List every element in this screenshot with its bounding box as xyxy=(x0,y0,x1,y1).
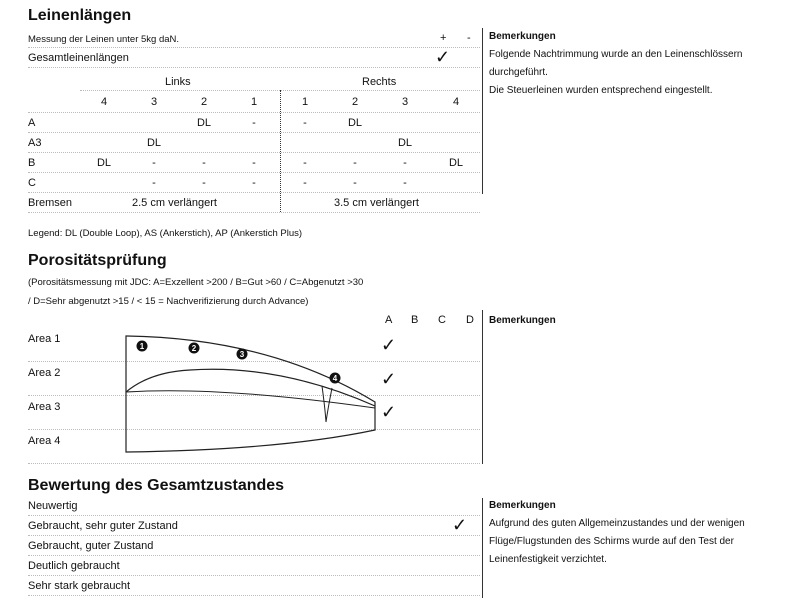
condition-good: Gebraucht, guter Zustand xyxy=(28,540,154,552)
section-title-bewertung: Bewertung des Gesamtzustandes xyxy=(28,477,285,494)
minus-header: - xyxy=(467,32,471,44)
marker-2 xyxy=(189,343,200,354)
marker-4 xyxy=(330,373,341,384)
grade-header-c: C xyxy=(438,314,446,326)
condition-very-good-check: ✓ xyxy=(452,515,468,535)
brake-left-value: 2.5 cm verlängert xyxy=(132,197,217,209)
area-1-label: Area 1 xyxy=(28,333,61,345)
table-cell: - xyxy=(403,157,407,169)
wing-profile-diagram xyxy=(120,328,382,458)
table-cell: - xyxy=(353,157,357,169)
condition-very-good: Gebraucht, sehr guter Zustand xyxy=(28,520,178,532)
svg-text:1: 1 xyxy=(139,342,145,351)
area-2-check: ✓ xyxy=(381,369,397,389)
table-cell: - xyxy=(303,117,307,129)
table-cell: - xyxy=(403,177,407,189)
col-header: 3 xyxy=(401,96,409,108)
marker-3 xyxy=(237,349,248,360)
section-title-porositaet: Porositätsprüfung xyxy=(28,252,167,269)
porosity-remarks-title: Bemerkungen xyxy=(489,315,556,326)
section-title-leinenlaengen: Leinenlängen xyxy=(28,7,132,24)
remarks-line: Leinenfestigkeit verzichtet. xyxy=(489,554,607,565)
condition-clearly-used: Deutlich gebraucht xyxy=(28,560,120,572)
condition-new: Neuwertig xyxy=(28,500,78,512)
area-2-label: Area 2 xyxy=(28,367,61,379)
table-cell: DL xyxy=(397,137,413,149)
grade-header-b: B xyxy=(411,314,419,326)
table-cell: - xyxy=(252,117,256,129)
area-3-check: ✓ xyxy=(381,402,397,422)
grade-header-d: D xyxy=(466,314,474,326)
col-header: 1 xyxy=(301,96,309,108)
table-cell: DL xyxy=(448,157,464,169)
plus-header: + xyxy=(440,32,447,44)
row-label-a: A xyxy=(28,117,36,129)
table-cell: - xyxy=(252,157,256,169)
table-cell: - xyxy=(202,157,206,169)
legend-note: Legend: DL (Double Loop), AS (Ankerstich), AP (Ankerstich Plus) xyxy=(28,228,303,239)
col-header: 4 xyxy=(100,96,108,108)
col-header: 2 xyxy=(351,96,359,108)
row-label-c: C xyxy=(28,177,36,189)
marker-1 xyxy=(137,341,148,352)
remarks-line: durchgeführt. xyxy=(489,67,548,78)
row-label-b: B xyxy=(28,157,36,169)
table-cell: - xyxy=(303,157,307,169)
table-cell: DL xyxy=(347,117,363,129)
area-1-check: ✓ xyxy=(381,335,397,355)
grade-header-a: A xyxy=(385,314,393,326)
brake-right-value: 3.5 cm verlängert xyxy=(334,197,419,209)
table-cell: DL xyxy=(96,157,112,169)
table-cell: - xyxy=(252,177,256,189)
area-3-label: Area 3 xyxy=(28,401,61,413)
measure-note: Messung der Leinen unter 5kg daN. xyxy=(28,34,180,45)
remarks-line: Die Steuerleinen wurden entsprechend eingestellt. xyxy=(489,85,713,96)
table-cell: - xyxy=(152,157,156,169)
table-cell: - xyxy=(353,177,357,189)
col-header: 3 xyxy=(150,96,158,108)
condition-heavily-used: Sehr stark gebraucht xyxy=(28,580,131,592)
header-links: Links xyxy=(165,76,191,88)
table-cell: - xyxy=(202,177,206,189)
table-cell: DL xyxy=(196,117,212,129)
remarks-title: Bemerkungen xyxy=(489,31,556,42)
condition-remarks-title: Bemerkungen xyxy=(489,500,556,511)
total-length-check: ✓ xyxy=(435,47,451,67)
col-header: 2 xyxy=(200,96,208,108)
col-header: 1 xyxy=(250,96,258,108)
table-cell: - xyxy=(152,177,156,189)
row-label-a3: A3 xyxy=(28,137,42,149)
svg-text:2: 2 xyxy=(191,344,197,353)
header-rechts: Rechts xyxy=(362,76,397,88)
row-label-bremsen: Bremsen xyxy=(28,197,73,209)
table-cell: - xyxy=(303,177,307,189)
porosity-note-2: / D=Sehr abgenutzt >15 / < 15 = Nachverifizierung durch Advance) xyxy=(28,296,309,307)
total-length-label: Gesamtleinenlängen xyxy=(28,52,129,64)
remarks-line: Folgende Nachtrimmung wurde an den Leinenschlössern xyxy=(489,49,743,60)
remarks-line: Flüge/Flugstunden des Schirms wurde auf den Test der xyxy=(489,536,734,547)
remarks-line: Aufgrund des guten Allgemeinzustandes und der wenigen xyxy=(489,518,745,529)
porosity-note-1: (Porositätsmessung mit JDC: A=Exzellent >200 / B=Gut >60 / C=Abgenutzt >30 xyxy=(28,277,364,288)
svg-text:3: 3 xyxy=(239,350,245,359)
area-4-label: Area 4 xyxy=(28,435,61,447)
table-cell: DL xyxy=(146,137,162,149)
col-header: 4 xyxy=(452,96,460,108)
svg-text:4: 4 xyxy=(332,374,338,383)
